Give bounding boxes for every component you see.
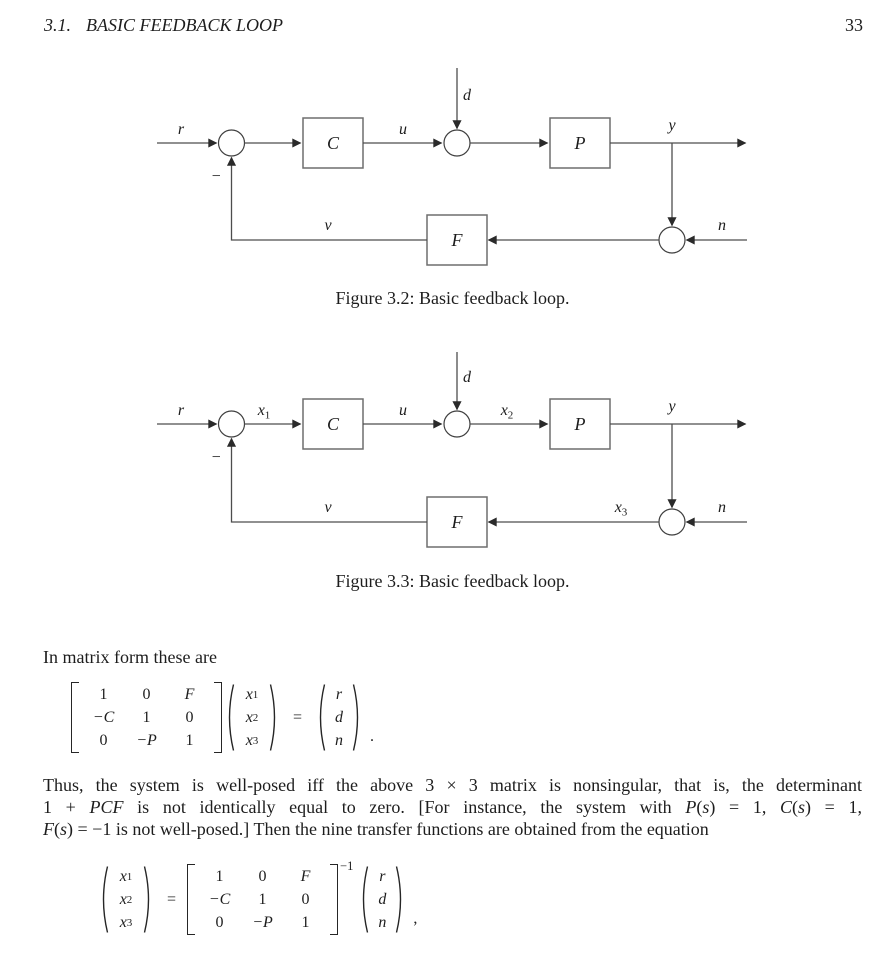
filter-label: F <box>451 512 463 532</box>
inverse-exponent: −1 <box>340 859 354 873</box>
input-vector <box>327 683 351 752</box>
matrix-cell: 1 <box>215 867 224 885</box>
matrix-cell: −C <box>208 890 231 908</box>
minus-sign: − <box>210 168 222 185</box>
state-x2-label: $x_2$ <box>500 402 514 422</box>
left-paren <box>357 864 369 935</box>
state-vector <box>236 683 268 752</box>
matrix-cell: 0 <box>185 708 194 726</box>
vector-cell: x 3 <box>245 731 259 749</box>
matrix-cell: F <box>300 867 311 885</box>
matrix-cell: F <box>184 685 195 703</box>
matrix-cell: −P <box>136 731 157 749</box>
body-paragraph <box>43 774 862 840</box>
paragraph-line: F(s) = −1 is not well-posed.] Then the nine transfer functions are obtained from the equation <box>43 819 709 839</box>
right-square-bracket <box>330 864 338 935</box>
vector-cell: n <box>335 731 344 749</box>
vector-cell: n <box>378 913 387 931</box>
figure-3-2-caption: Figure 3.2: Basic feedback loop. <box>335 288 570 308</box>
vector-cell: x 1 <box>245 685 259 703</box>
matrix-cell: 1 <box>301 913 310 931</box>
equation-terminator: , <box>413 910 418 927</box>
section-title: BASIC FEEDBACK LOOP <box>86 15 283 35</box>
section-number: 3.1. <box>44 15 71 35</box>
right-paren <box>352 682 364 753</box>
left-paren <box>97 864 109 935</box>
signal-v-label: v <box>324 217 332 234</box>
summing-junction-1 <box>219 130 245 156</box>
signal-u-label: u <box>399 402 407 419</box>
vector-cell: x 2 <box>245 708 259 726</box>
vector-cell: r <box>335 685 343 703</box>
right-paren <box>395 864 407 935</box>
right-paren <box>143 864 155 935</box>
summing-junction-1 <box>219 411 245 437</box>
filter-label: F <box>451 230 463 250</box>
signal-u-label: u <box>399 121 407 138</box>
controller-label: C <box>326 133 340 153</box>
vector-cell: x 1 <box>119 867 133 885</box>
signal-d-label: d <box>463 369 471 386</box>
figure-3-3-diagram <box>0 340 890 570</box>
signal-r-label: r <box>177 402 185 419</box>
equation-terminator: . <box>370 728 375 745</box>
paragraph-line: Thus, the system is well-posed iff the above 3 × 3 matrix is nonsingular, that is, the determinant <box>43 775 862 795</box>
matrix-cell: 0 <box>99 731 108 749</box>
left-paren <box>223 682 235 753</box>
matrix-cell: 0 <box>142 685 151 703</box>
system-matrix <box>79 682 214 753</box>
matrix-cell: 1 <box>258 890 267 908</box>
system-matrix <box>195 864 330 935</box>
state-x1-label: $x_1$ <box>257 402 271 422</box>
input-vector <box>370 865 394 934</box>
figure-3-3-caption: Figure 3.3: Basic feedback loop. <box>335 571 570 591</box>
matrix-equation-2 <box>96 859 418 935</box>
intro-text: In matrix form these are <box>43 647 217 667</box>
equals-sign: = <box>293 708 303 726</box>
left-square-bracket <box>71 682 79 753</box>
right-square-bracket <box>214 682 222 753</box>
vector-cell: d <box>378 890 387 908</box>
matrix-equation-1 <box>71 682 374 753</box>
matrix-cell: 0 <box>258 867 267 885</box>
signal-n-label: n <box>718 217 726 234</box>
matrix-cell: 0 <box>215 913 224 931</box>
signal-v-label: v <box>324 499 332 516</box>
signal-r-label: r <box>177 121 185 138</box>
page-number: 33 <box>845 15 863 35</box>
signal-y-label: y <box>668 117 676 134</box>
vector-cell: r <box>379 867 386 885</box>
matrix-cell: 1 <box>99 685 108 703</box>
figure-3-2-diagram <box>0 60 890 290</box>
plant-label: P <box>574 414 586 434</box>
summing-junction-2 <box>444 130 470 156</box>
state-vector <box>110 865 142 934</box>
state-x3-label: $x_3$ <box>614 499 628 519</box>
left-square-bracket <box>187 864 195 935</box>
matrix-cell: 1 <box>185 731 194 749</box>
matrix-cell: 0 <box>301 890 310 908</box>
summing-junction-3 <box>659 227 685 253</box>
left-paren <box>314 682 326 753</box>
vector-cell: x 3 <box>119 913 133 931</box>
summing-junction-2 <box>444 411 470 437</box>
running-header <box>44 15 283 36</box>
matrix-cell: −C <box>92 708 115 726</box>
matrix-cell: 1 <box>142 708 151 726</box>
right-paren <box>269 682 281 753</box>
vector-cell: d <box>335 708 344 726</box>
signal-y-label: y <box>668 398 676 415</box>
controller-label: C <box>326 414 340 434</box>
signal-d-label: d <box>463 87 471 104</box>
vector-cell: x 2 <box>119 890 133 908</box>
summing-junction-3 <box>659 509 685 535</box>
plant-label: P <box>574 133 586 153</box>
minus-sign: − <box>210 449 222 466</box>
signal-n-label: n <box>718 499 726 516</box>
equals-sign: = <box>167 890 177 908</box>
paragraph-line: 1 + PCF is not identically equal to zero. [For instance, the system with P(s) = 1, C(s) = 1, <box>43 797 862 817</box>
matrix-cell: −P <box>252 913 273 931</box>
